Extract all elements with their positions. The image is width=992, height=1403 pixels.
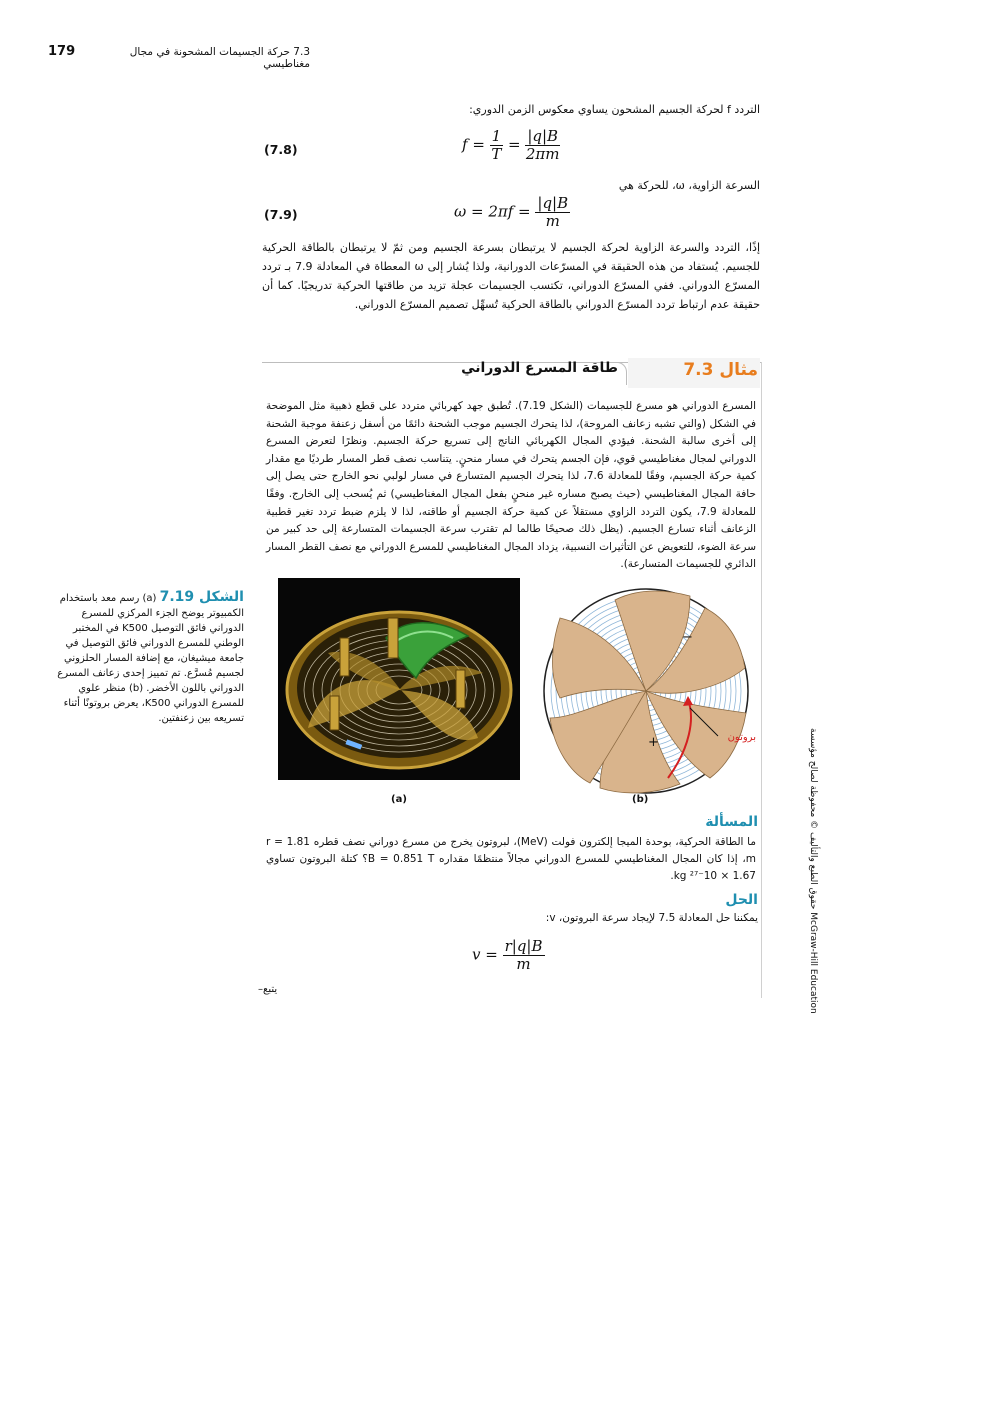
- problem-text: ما الطاقة الحركية، بوحدة الميجا إلكترون فولت (MeV)، لبروتون يخرج من مسرع دوراني نصف قطره r = 1.81 m، إذا كان المجال المغناطيسي للمسرع الدوراني مجالاً منتظمًا مقداره B = 0.851 T؟ كتلة البروتون تساوي 1.67 × 10⁻²⁷ kg.: [266, 836, 757, 882]
- equation-7-8: f = $\frac{1}{T}$ = $\frac{|q|B}{2\pi m}$: [462, 127, 560, 163]
- figure-caption-label: الشكل 7.19: [159, 589, 244, 605]
- example-side-rule: [761, 362, 762, 998]
- figure-b-diagram: [540, 578, 760, 804]
- plus-sign: +: [648, 735, 659, 750]
- figure-caption-text: (a) رسم معد باستخدام الكمبيوتر يوضح الجزء المركزي للمسرع الدوراني فائق التوصيل K500 في المختبر الوطني للمسرع الدوراني فائق التوصيل في جامعة ميشيغان، مع إضافة المسار الحلزوني لجسيم مُسرَّع. تم تمييز إحدى زعانف المسرع الدوراني باللون الأخضر. (b) منظر علوي للمسرع الدوراني K500، يعرض بروتونًا أثناء تسريعه بين زعنفتين.: [57, 593, 244, 724]
- problem-heading: المسألة: [705, 814, 758, 830]
- proton-label: بروتون: [727, 732, 756, 743]
- running-title: 7.3 حركة الجسيمات المشحونة في مجال مغناطيسي: [129, 46, 310, 70]
- figure-a-image: [278, 578, 520, 780]
- side-copyright-text: حقوق الطبع والتأليف © محفوظة لصالح مؤسسة McGraw-Hill Education: [808, 728, 818, 1014]
- example-label: مثال 7.3: [683, 360, 758, 380]
- side-copyright: [808, 728, 828, 1028]
- intro-frequency: التردد f لحركة الجسيم المشحون يساوي معكوس الزمن الدوري:: [469, 103, 760, 116]
- intro-angular-velocity: السرعة الزاوية، ω، للحركة هي: [618, 179, 760, 192]
- equation-7-9: ω = 2πf = $\frac{|q|B}{m}$: [454, 194, 569, 230]
- continue-marker: –يتبع: [258, 984, 278, 995]
- solution-heading: الحل: [725, 892, 758, 908]
- solution-text: يمكننا حل المعادلة 7.5 لإيجاد سرعة البروتون، v:: [545, 912, 758, 924]
- figure-a-label: (a): [391, 794, 407, 805]
- velocity-equation: v = $\frac{r|q|B}{m}$: [472, 937, 543, 973]
- example-text: المسرع الدوراني هو مسرع للجسيمات (الشكل 7.19). تُطبق جهد كهربائي متردد على قطع ذهبية مثل الموضحة في الشكل (والتي تشبه زعانف المروحة)، لذا يتحرك الجسيم موجب الشحنة دائمًا من أسفل زعنفة موجبة الشحنة إلى أخرى سالبة الشحنة. فيؤدي المجال الكهربائي الناتج إلى تسريع حركة الجسيم. ونظرًا لتعرض المسرع الدوراني لمجال مغناطيسي قوي، فإن الجسم يتحرك في مسار منحنٍ. يتناسب نصف قطر المسار طرديًا مع مقدار كمية حركة الجسيم، وفقًا للمعادلة 7.6، لذا يتحرك الجسيم المتسارع في مسار لولبي نحو الخارج حتى يصل إلى حافة المجال المغناطيسي (حيث يصبح مساره غير منحنٍ بفعل المجال المغناطيسي) ثم يُسحب إلى الخارج. وفقًا للمعادلة 7.9، يكون التردد الزاوي مستقلاً عن كمية حركة الجسيم أو طاقته، لذا لا يلزم ضبط تردد تغير قطبية الزعانف أثناء تسارع الجسيم. (يظل ذلك صحيحًا طالما لم تقترب سرعة الجسيمات المتسارعة إلى حد كبير من سرعة الضوء، للتعويض عن التأثيرات النسبية، يزداد المجال المغناطيسي للمسرع الدوراني مع نصف القطر المسار الدائري للجسيمات المتسارعة).: [266, 400, 756, 571]
- cyclotron-render: [278, 578, 520, 780]
- figure-b-label: (b): [632, 794, 649, 805]
- figure-caption: [44, 590, 244, 726]
- body-paragraph: إذًا، التردد والسرعة الزاوية لحركة الجسيم لا يرتبطان بسرعة الجسيم ومن ثمّ لا يرتبطان بالطاقة الحركية للجسيم. يُستفاد من هذه الحقيقة في المسرّعات الدورانية، ولذا يُشار إلى ω المعطاة في المعادلة 7.9 بـ تردد المسرّع الدوراني. ففي المسرّع الدوراني، تكتسب الجسيمات عجلة تزيد من طاقتها الحركية تدريجيًا. كما أن حقيقة عدم ارتباط تردد المسرّع الدوراني بالطاقة الحركية تُسهِّل تصميم المسرّع الدوراني.: [262, 241, 760, 311]
- equation-7-8-number: (7.8): [264, 142, 298, 157]
- cyclotron-top-view: [540, 578, 760, 804]
- minus-sign: −: [682, 630, 693, 645]
- equation-7-9-number: (7.9): [264, 207, 298, 222]
- example-title: طاقة المسرع الدوراني: [461, 360, 618, 376]
- page-number: 179: [48, 44, 76, 59]
